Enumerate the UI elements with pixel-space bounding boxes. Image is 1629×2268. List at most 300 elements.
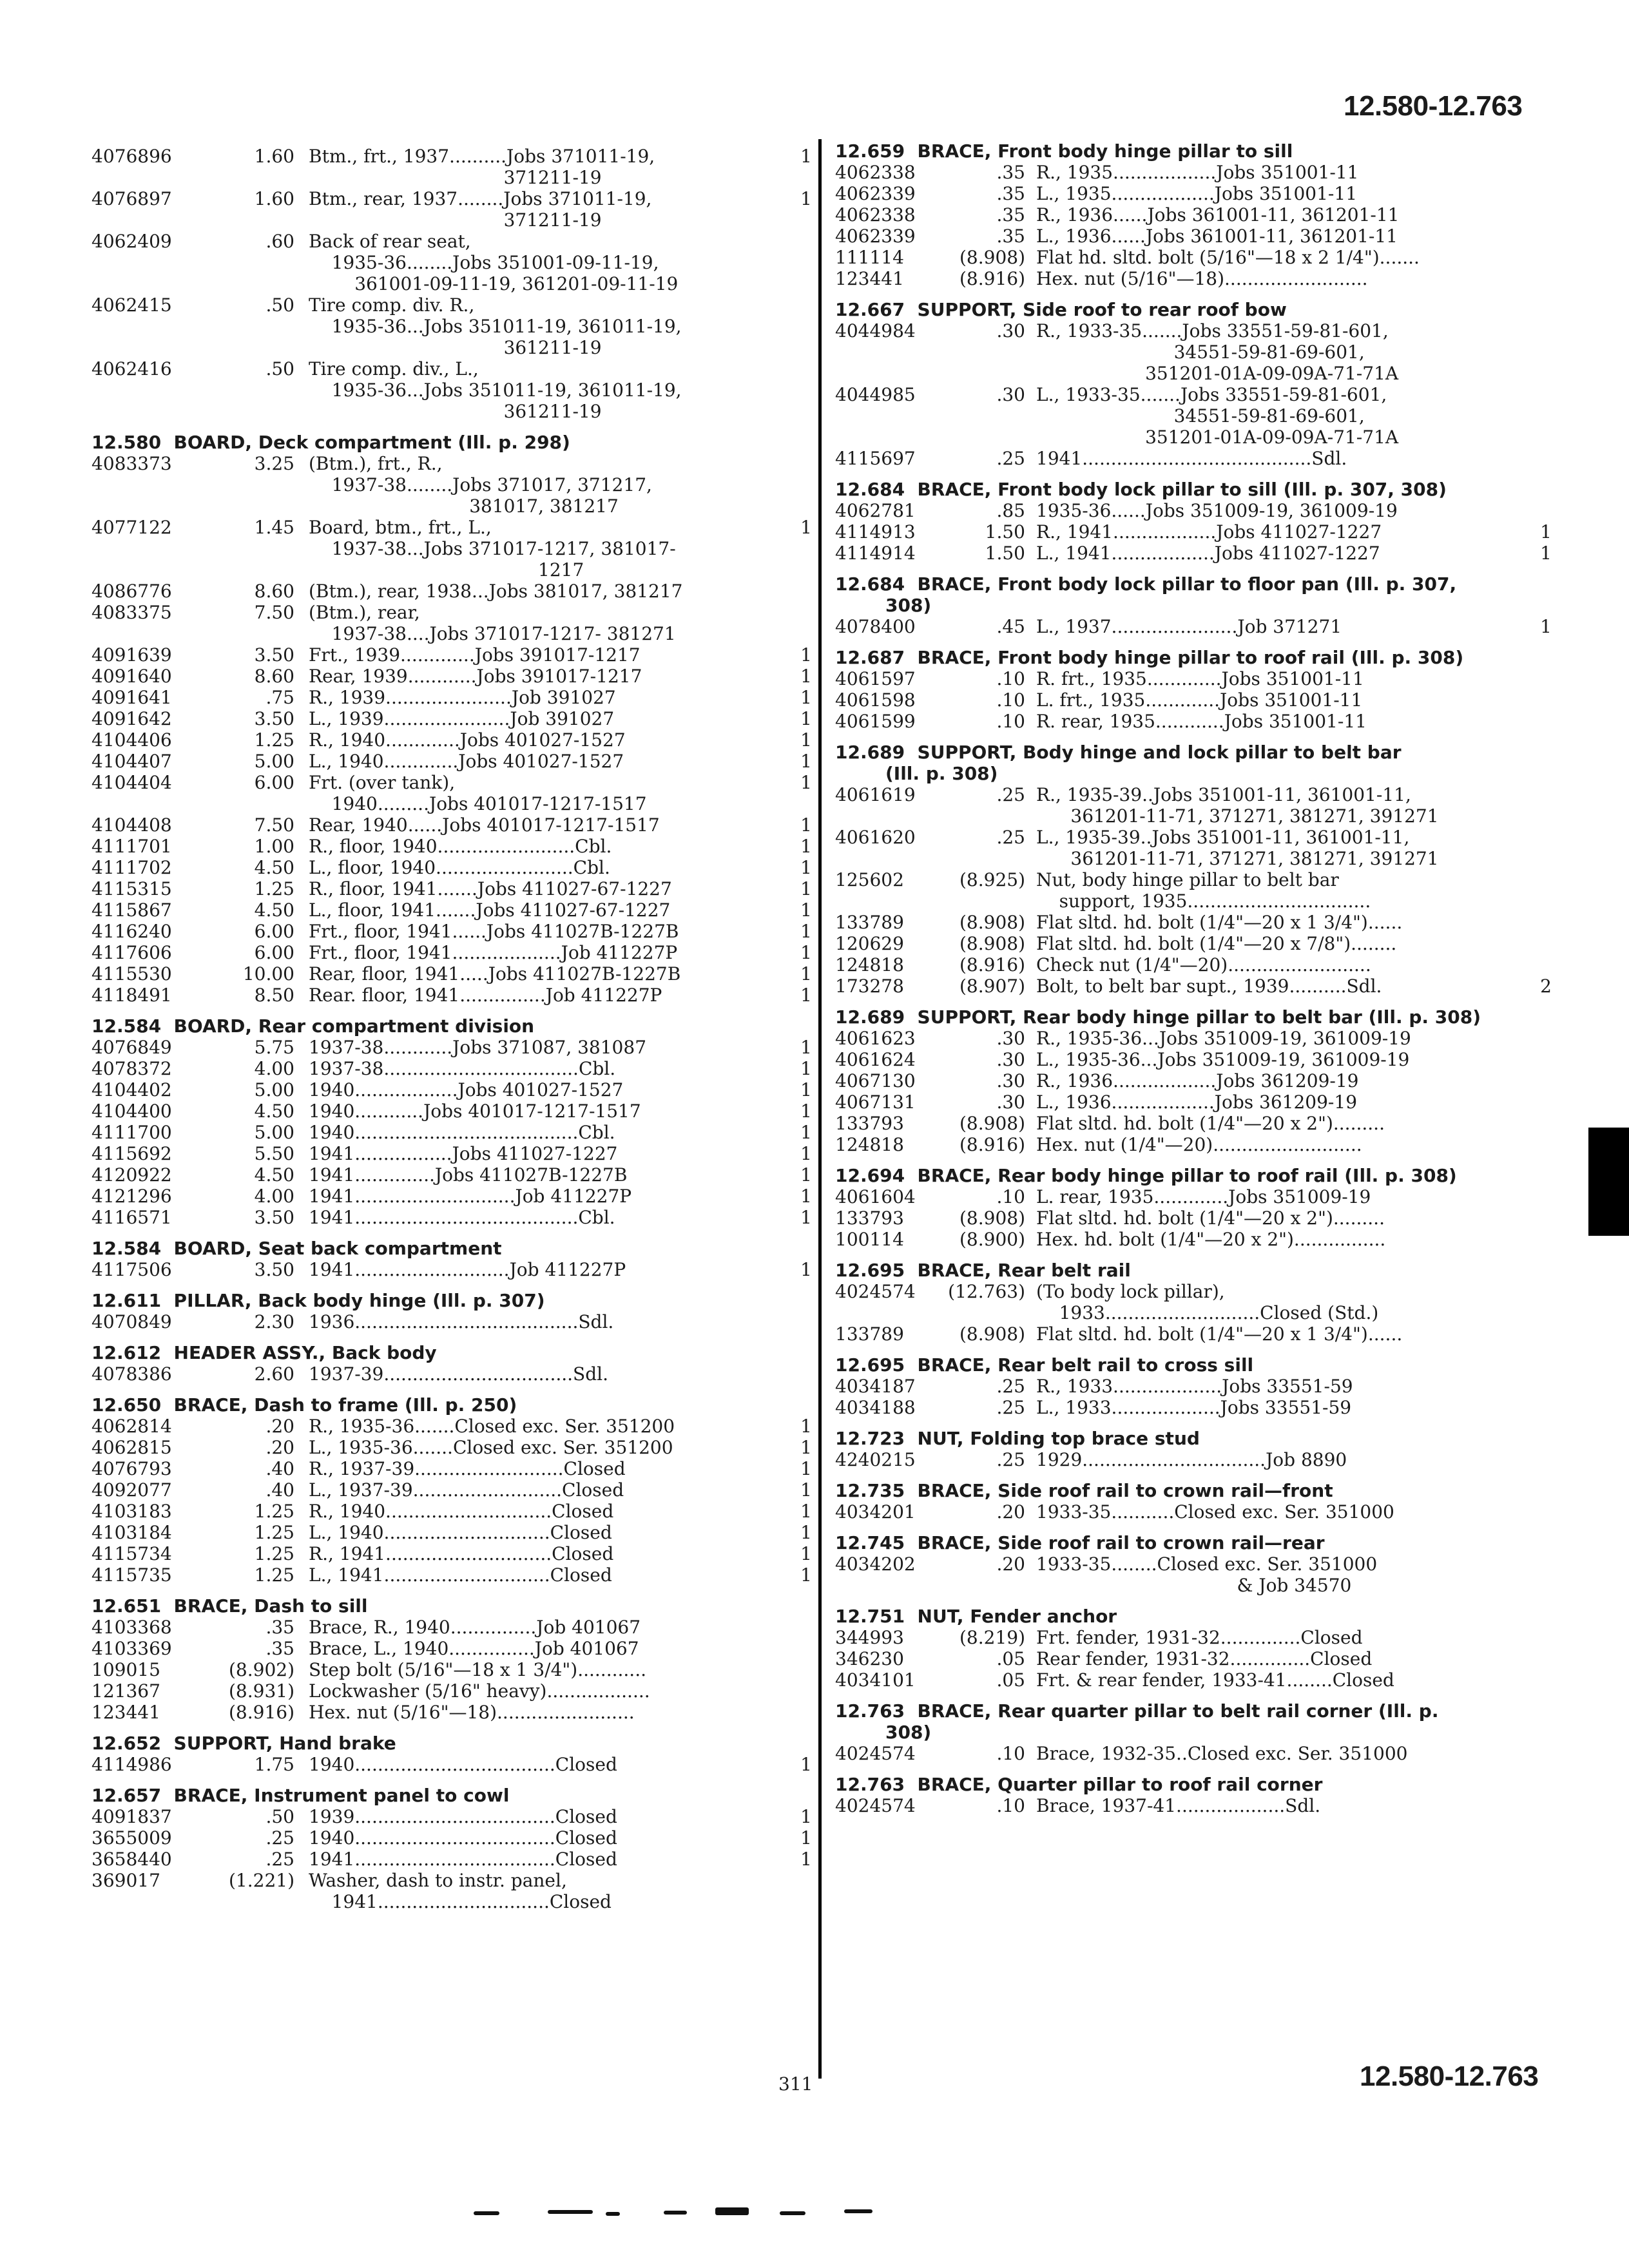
part-row bbox=[92, 708, 812, 729]
part-row bbox=[92, 1311, 812, 1332]
part-row bbox=[92, 814, 812, 836]
part-row bbox=[92, 878, 812, 899]
part-description: R., 1940.............Jobs 401027-1527 bbox=[309, 729, 626, 751]
part-row bbox=[92, 358, 812, 422]
quantity: 1 bbox=[800, 1122, 812, 1143]
list-price: 1.50 bbox=[985, 521, 1025, 543]
part-row bbox=[835, 204, 1552, 226]
part-row bbox=[92, 666, 812, 687]
part-row bbox=[92, 729, 812, 751]
part-description: Bolt, to belt bar supt., 1939..........Sdl. bbox=[1036, 975, 1382, 997]
section-heading: 12.612 HEADER ASSY., Back body bbox=[92, 1342, 437, 1363]
part-number: 4070849 bbox=[92, 1311, 172, 1332]
part-number: 4086776 bbox=[92, 581, 172, 602]
part-row bbox=[92, 1501, 812, 1522]
part-row bbox=[92, 1617, 812, 1638]
list-price: 1.50 bbox=[985, 543, 1025, 564]
part-number: 346230 bbox=[835, 1648, 904, 1669]
part-number: 4103368 bbox=[92, 1617, 172, 1638]
part-description: (Btm.), rear, 1938...Jobs 381017, 381217 bbox=[309, 581, 683, 602]
quantity: 1 bbox=[1540, 543, 1552, 564]
catalog-section bbox=[835, 647, 1552, 732]
part-description: 1941........................................Sdl. bbox=[1036, 448, 1347, 469]
part-description: Flat sltd. hd. bolt (1/4"—20 x 1 3/4")...... bbox=[1036, 912, 1403, 933]
page-range-bottom: 12.580-12.763 bbox=[1360, 2061, 1539, 2092]
part-row bbox=[835, 448, 1552, 469]
list-price: .40 bbox=[265, 1479, 294, 1501]
part-number: 4111701 bbox=[92, 836, 172, 857]
part-row bbox=[835, 1070, 1552, 1091]
part-number: 4091641 bbox=[92, 687, 172, 708]
catalog-section bbox=[835, 1165, 1552, 1250]
part-row bbox=[835, 384, 1552, 448]
part-description: Rear, floor, 1941.....Jobs 411027B-1227B bbox=[309, 963, 681, 985]
part-number: 4104400 bbox=[92, 1100, 172, 1122]
page-number: 311 bbox=[778, 2073, 813, 2095]
part-row bbox=[92, 644, 812, 666]
list-price: (8.908) bbox=[959, 1113, 1025, 1134]
list-price: 8.60 bbox=[254, 666, 294, 687]
part-description: Flat sltd. hd. bolt (1/4"—20 x 7/8")........ bbox=[1036, 933, 1397, 954]
part-number: 4044985 bbox=[835, 384, 916, 405]
catalog-section bbox=[835, 299, 1552, 469]
part-row bbox=[835, 827, 1552, 869]
quantity: 1 bbox=[800, 687, 812, 708]
list-price: 6.00 bbox=[254, 921, 294, 942]
list-price: 2.30 bbox=[254, 1311, 294, 1332]
part-description: R., floor, 1940........................Cbl. bbox=[309, 836, 612, 857]
part-row bbox=[835, 954, 1552, 975]
part-number: 4034188 bbox=[835, 1397, 916, 1418]
quantity: 1 bbox=[800, 1849, 812, 1870]
section-heading: 12.659 BRACE, Front body hinge pillar to sill bbox=[835, 140, 1293, 162]
part-number: 4115735 bbox=[92, 1564, 172, 1586]
part-description: Nut, body hinge pillar to belt bar support, 1935................................ bbox=[1036, 869, 1371, 912]
part-number: 4034202 bbox=[835, 1553, 916, 1575]
part-number: 4062339 bbox=[835, 183, 916, 204]
part-description: R., 1940.............................Closed bbox=[309, 1501, 614, 1522]
list-price: 4.50 bbox=[254, 857, 294, 878]
part-number: 4078372 bbox=[92, 1058, 172, 1079]
part-description: Flat sltd. hd. bolt (1/4"—20 x 1 3/4")...... bbox=[1036, 1323, 1403, 1345]
part-description: L., floor, 1941.......Jobs 411027-67-1227 bbox=[309, 899, 671, 921]
list-price: .10 bbox=[996, 711, 1025, 732]
part-number: 4115867 bbox=[92, 899, 172, 921]
part-number: 4067130 bbox=[835, 1070, 916, 1091]
catalog-section bbox=[835, 1428, 1552, 1470]
part-description: Flat sltd. hd. bolt (1/4"—20 x 2")......... bbox=[1036, 1113, 1385, 1134]
part-row bbox=[92, 751, 812, 772]
quantity: 1 bbox=[800, 1259, 812, 1280]
catalog-section bbox=[92, 1394, 812, 1586]
list-price: 1.25 bbox=[254, 1543, 294, 1564]
list-price: .75 bbox=[265, 687, 294, 708]
catalog-section bbox=[835, 1480, 1552, 1523]
part-description: 1940.......................................Cbl. bbox=[309, 1122, 615, 1143]
part-row bbox=[835, 1648, 1552, 1669]
quantity: 1 bbox=[800, 1827, 812, 1849]
part-description: Frt., floor, 1941...................Job 411227P bbox=[309, 942, 678, 963]
part-row bbox=[92, 985, 812, 1006]
part-description: 1939...................................Closed bbox=[309, 1806, 617, 1827]
part-number: 100114 bbox=[835, 1229, 904, 1250]
list-price: 1.75 bbox=[254, 1754, 294, 1775]
quantity: 1 bbox=[800, 1143, 812, 1164]
list-price: .50 bbox=[265, 358, 294, 380]
part-description: Check nut (1/4"—20)......................... bbox=[1036, 954, 1371, 975]
part-description: L., 1935-36.......Closed exc. Ser. 351200 bbox=[309, 1437, 673, 1458]
list-price: (8.902) bbox=[228, 1659, 294, 1680]
part-description: 1941.......................................Cbl. bbox=[309, 1207, 615, 1228]
list-price: .25 bbox=[265, 1849, 294, 1870]
catalog-section bbox=[92, 1238, 812, 1280]
quantity: 1 bbox=[800, 146, 812, 167]
list-price: 1.25 bbox=[254, 729, 294, 751]
catalog-section bbox=[835, 1260, 1552, 1345]
part-row bbox=[92, 1143, 812, 1164]
catalog-section bbox=[92, 146, 812, 422]
part-number: 3658440 bbox=[92, 1849, 172, 1870]
part-row bbox=[835, 1397, 1552, 1418]
part-description: Brace, L., 1940...............Job 401067 bbox=[309, 1638, 639, 1659]
section-heading: 12.763 BRACE, Rear quarter pillar to belt rail corner (Ill. p. 308) bbox=[835, 1700, 1439, 1743]
quantity: 1 bbox=[800, 1806, 812, 1827]
part-description: Hex. nut (5/16"—18)........................ bbox=[309, 1702, 635, 1723]
part-description: 1933-35...........Closed exc. Ser. 351000 bbox=[1036, 1501, 1394, 1523]
part-number: 3655009 bbox=[92, 1827, 172, 1849]
part-description: L., 1940.............Jobs 401027-1527 bbox=[309, 751, 624, 772]
part-number: 344993 bbox=[835, 1627, 904, 1648]
part-row bbox=[92, 899, 812, 921]
list-price: (8.908) bbox=[959, 912, 1025, 933]
section-heading: 12.652 SUPPORT, Hand brake bbox=[92, 1733, 396, 1754]
section-heading: 12.580 BOARD, Deck compartment (Ill. p. 298) bbox=[92, 432, 570, 453]
part-number: 4076896 bbox=[92, 146, 172, 167]
list-price: .25 bbox=[996, 1449, 1025, 1470]
part-description: (Btm.), frt., R., 1937-38........Jobs 371017, 371217, 381017, 381217 bbox=[309, 453, 652, 517]
part-row bbox=[835, 500, 1552, 521]
part-number: 4067131 bbox=[835, 1091, 916, 1113]
list-price: .25 bbox=[996, 1397, 1025, 1418]
list-price: .35 bbox=[996, 226, 1025, 247]
part-number: 4024574 bbox=[835, 1795, 916, 1816]
part-number: 4061624 bbox=[835, 1049, 916, 1070]
part-number: 4115530 bbox=[92, 963, 172, 985]
part-description: 1937-38..................................Cbl. bbox=[309, 1058, 616, 1079]
quantity: 1 bbox=[800, 814, 812, 836]
quantity: 1 bbox=[800, 1207, 812, 1228]
list-price: 1.00 bbox=[254, 836, 294, 857]
list-price: (8.931) bbox=[228, 1680, 294, 1702]
part-description: R., 1933...................Jobs 33551-59 bbox=[1036, 1376, 1353, 1397]
list-price: .30 bbox=[996, 1070, 1025, 1091]
part-row bbox=[92, 188, 812, 231]
part-description: R., 1936..................Jobs 361209-19 bbox=[1036, 1070, 1359, 1091]
part-description: R., floor, 1941.......Jobs 411027-67-1227 bbox=[309, 878, 672, 899]
quantity: 1 bbox=[800, 1079, 812, 1100]
list-price: 4.00 bbox=[254, 1058, 294, 1079]
part-row bbox=[92, 1806, 812, 1827]
part-row bbox=[92, 1702, 812, 1723]
part-number: 4091639 bbox=[92, 644, 172, 666]
quantity: 1 bbox=[800, 666, 812, 687]
catalog-section bbox=[92, 1290, 812, 1332]
part-row bbox=[835, 668, 1552, 689]
part-description: L., 1941..................Jobs 411027-1227 bbox=[1036, 543, 1380, 564]
part-number: 4076849 bbox=[92, 1037, 172, 1058]
part-row bbox=[835, 1113, 1552, 1134]
list-price: .10 bbox=[996, 668, 1025, 689]
part-description: Flat sltd. hd. bolt (1/4"—20 x 2")......... bbox=[1036, 1207, 1385, 1229]
part-description: L., 1935-39..Jobs 351001-11, 361001-11, 361201-11-71, 371271, 381271, 391271 bbox=[1036, 827, 1439, 869]
part-number: 4062338 bbox=[835, 204, 916, 226]
part-row bbox=[835, 183, 1552, 204]
list-price: 1.25 bbox=[254, 878, 294, 899]
quantity: 1 bbox=[800, 1058, 812, 1079]
quantity: 1 bbox=[800, 899, 812, 921]
quantity: 1 bbox=[800, 1416, 812, 1437]
section-heading: 12.723 NUT, Folding top brace stud bbox=[835, 1428, 1200, 1449]
part-row bbox=[92, 1079, 812, 1100]
list-price: .25 bbox=[996, 827, 1025, 848]
quantity: 1 bbox=[1540, 521, 1552, 543]
list-price: (8.916) bbox=[959, 268, 1025, 289]
part-row bbox=[92, 602, 812, 644]
list-price: 3.50 bbox=[254, 644, 294, 666]
quantity: 1 bbox=[800, 921, 812, 942]
list-price: 1.25 bbox=[254, 1522, 294, 1543]
part-number: 4078386 bbox=[92, 1363, 172, 1385]
part-description: L., 1933-35.......Jobs 33551-59-81-601, 34551-59-81-69-601, 351201-01A-09-09A-71-71A bbox=[1036, 384, 1399, 448]
part-row bbox=[835, 1049, 1552, 1070]
part-row bbox=[835, 226, 1552, 247]
quantity: 1 bbox=[800, 857, 812, 878]
list-price: .35 bbox=[996, 183, 1025, 204]
part-description: L., floor, 1940........................Cbl. bbox=[309, 857, 610, 878]
section-heading: 12.650 BRACE, Dash to frame (Ill. p. 250) bbox=[92, 1394, 517, 1416]
catalog-section bbox=[835, 1532, 1552, 1596]
part-description: L., 1941.............................Closed bbox=[309, 1564, 612, 1586]
quantity: 1 bbox=[800, 1186, 812, 1207]
part-row bbox=[835, 1627, 1552, 1648]
part-description: L., 1935-36...Jobs 351009-19, 361009-19 bbox=[1036, 1049, 1410, 1070]
part-row bbox=[92, 453, 812, 517]
part-description: Back of rear seat, 1935-36........Jobs 351001-09-11-19, 361001-09-11-19, 361201-09-11-19 bbox=[309, 231, 679, 294]
quantity: 1 bbox=[800, 1479, 812, 1501]
list-price: .25 bbox=[996, 1376, 1025, 1397]
part-number: 4076793 bbox=[92, 1458, 172, 1479]
part-row bbox=[92, 1543, 812, 1564]
list-price: (12.763) bbox=[948, 1281, 1025, 1302]
part-row bbox=[92, 963, 812, 985]
list-price: 3.50 bbox=[254, 708, 294, 729]
catalog-section bbox=[835, 479, 1552, 564]
catalog-section bbox=[92, 1595, 812, 1723]
part-description: R., 1933-35.......Jobs 33551-59-81-601, 34551-59-81-69-601, 351201-01A-09-09A-71-71A bbox=[1036, 320, 1399, 384]
part-description: Board, btm., frt., L., 1937-38...Jobs 371017-1217, 381017- 1217 bbox=[309, 517, 676, 581]
part-row bbox=[835, 1091, 1552, 1113]
part-number: 123441 bbox=[835, 268, 904, 289]
section-heading: 12.651 BRACE, Dash to sill bbox=[92, 1595, 368, 1617]
catalog-section bbox=[92, 1785, 812, 1912]
part-description: Btm., rear, 1937........Jobs 371011-19, 371211-19 bbox=[309, 188, 652, 231]
part-row bbox=[835, 1449, 1552, 1470]
catalog-section bbox=[92, 1015, 812, 1228]
list-price: (8.908) bbox=[959, 1323, 1025, 1345]
part-row bbox=[92, 1100, 812, 1122]
part-description: L., 1933...................Jobs 33551-59 bbox=[1036, 1397, 1352, 1418]
list-price: .35 bbox=[996, 204, 1025, 226]
part-row bbox=[835, 320, 1552, 384]
part-description: 1937-38............Jobs 371087, 381087 bbox=[309, 1037, 647, 1058]
part-description: R., 1935..................Jobs 351001-11 bbox=[1036, 162, 1359, 183]
part-row bbox=[835, 869, 1552, 912]
thumb-index-tab bbox=[1588, 1128, 1629, 1236]
section-heading: 12.745 BRACE, Side roof rail to crown rail—rear bbox=[835, 1532, 1325, 1553]
part-description: R., 1937-39..........................Closed bbox=[309, 1458, 626, 1479]
section-heading: 12.584 BOARD, Rear compartment division bbox=[92, 1015, 535, 1037]
part-description: L. frt., 1935.............Jobs 351001-11 bbox=[1036, 689, 1363, 711]
part-description: 1940............Jobs 401017-1217-1517 bbox=[309, 1100, 641, 1122]
part-description: 1940...................................Closed bbox=[309, 1754, 617, 1775]
part-description: Frt. (over tank), 1940.........Jobs 401017-1217-1517 bbox=[309, 772, 647, 814]
scan-artifact bbox=[664, 2211, 687, 2215]
quantity: 1 bbox=[1540, 616, 1552, 637]
section-heading: 12.689 SUPPORT, Body hinge and lock pillar to belt bar (Ill. p. 308) bbox=[835, 742, 1402, 784]
section-heading: 12.763 BRACE, Quarter pillar to roof rail corner bbox=[835, 1774, 1323, 1795]
list-price: .35 bbox=[265, 1617, 294, 1638]
part-number: 4044984 bbox=[835, 320, 916, 341]
part-number: 4061599 bbox=[835, 711, 916, 732]
part-number: 4077122 bbox=[92, 517, 172, 538]
quantity: 2 bbox=[1540, 975, 1552, 997]
list-price: .25 bbox=[996, 784, 1025, 805]
list-price: 2.60 bbox=[254, 1363, 294, 1385]
part-row bbox=[92, 1849, 812, 1870]
part-description: 1935-36......Jobs 351009-19, 361009-19 bbox=[1036, 500, 1398, 521]
part-row bbox=[92, 1363, 812, 1385]
part-description: Brace, 1937-41...................Sdl. bbox=[1036, 1795, 1321, 1816]
scan-artifact bbox=[844, 2209, 872, 2213]
part-number: 125602 bbox=[835, 869, 904, 890]
part-number: 4120922 bbox=[92, 1164, 172, 1186]
part-description: L., 1936......Jobs 361001-11, 361201-11 bbox=[1036, 226, 1398, 247]
quantity: 1 bbox=[800, 729, 812, 751]
part-description: Hex. nut (1/4"—20).......................... bbox=[1036, 1134, 1362, 1155]
part-description: 1941..............Jobs 411027B-1227B bbox=[309, 1164, 628, 1186]
part-description: L., 1935..................Jobs 351001-11 bbox=[1036, 183, 1358, 204]
scan-artifact bbox=[715, 2207, 749, 2215]
catalog-section bbox=[92, 1733, 812, 1775]
part-number: 4104402 bbox=[92, 1079, 172, 1100]
list-price: .30 bbox=[996, 320, 1025, 341]
section-heading: 12.694 BRACE, Rear body hinge pillar to roof rail (Ill. p. 308) bbox=[835, 1165, 1457, 1186]
part-description: R., 1939......................Job 391027 bbox=[309, 687, 616, 708]
catalog-section bbox=[835, 1006, 1552, 1155]
part-number: 4024574 bbox=[835, 1281, 916, 1302]
part-row bbox=[835, 1028, 1552, 1049]
right-column bbox=[835, 140, 1552, 1816]
part-number: 4083373 bbox=[92, 453, 172, 474]
left-column bbox=[92, 146, 812, 1912]
list-price: .50 bbox=[265, 294, 294, 316]
part-number: 4111702 bbox=[92, 857, 172, 878]
catalog-section bbox=[835, 140, 1552, 289]
list-price: 5.50 bbox=[254, 1143, 294, 1164]
part-number: 4104406 bbox=[92, 729, 172, 751]
part-description: L., 1937-39..........................Closed bbox=[309, 1479, 624, 1501]
part-number: 4092077 bbox=[92, 1479, 172, 1501]
list-price: 1.25 bbox=[254, 1501, 294, 1522]
list-price: 5.00 bbox=[254, 1079, 294, 1100]
part-number: 4114913 bbox=[835, 521, 916, 543]
part-row bbox=[92, 772, 812, 814]
part-row bbox=[92, 1164, 812, 1186]
quantity: 1 bbox=[800, 1564, 812, 1586]
list-price: (8.908) bbox=[959, 247, 1025, 268]
part-row bbox=[92, 1122, 812, 1143]
part-description: 1933-35........Closed exc. Ser. 351000 & Job 34570 bbox=[1036, 1553, 1378, 1596]
quantity: 1 bbox=[800, 1754, 812, 1775]
part-row bbox=[92, 231, 812, 294]
part-number: 124818 bbox=[835, 954, 904, 975]
part-number: 123441 bbox=[92, 1702, 160, 1723]
part-description: Step bolt (5/16"—18 x 1 3/4")............ bbox=[309, 1659, 647, 1680]
part-number: 4061623 bbox=[835, 1028, 916, 1049]
part-number: 4111700 bbox=[92, 1122, 172, 1143]
part-description: Frt. & rear fender, 1933-41........Closed bbox=[1036, 1669, 1394, 1691]
part-row bbox=[92, 687, 812, 708]
scan-artifact bbox=[780, 2211, 805, 2215]
part-number: 4117606 bbox=[92, 942, 172, 963]
list-price: 4.50 bbox=[254, 899, 294, 921]
section-heading: 12.657 BRACE, Instrument panel to cowl bbox=[92, 1785, 510, 1806]
quantity: 1 bbox=[800, 963, 812, 985]
part-row bbox=[92, 1037, 812, 1058]
section-heading: 12.751 NUT, Fender anchor bbox=[835, 1606, 1117, 1627]
list-price: 6.00 bbox=[254, 942, 294, 963]
part-description: R., 1941..................Jobs 411027-1227 bbox=[1036, 521, 1382, 543]
part-number: 109015 bbox=[92, 1659, 160, 1680]
list-price: 1.60 bbox=[254, 188, 294, 209]
part-number: 369017 bbox=[92, 1870, 160, 1891]
section-heading: 12.695 BRACE, Rear belt rail to cross sill bbox=[835, 1354, 1254, 1376]
list-price: 3.50 bbox=[254, 1207, 294, 1228]
part-row bbox=[92, 1186, 812, 1207]
part-description: Tire comp. div. R., 1935-36...Jobs 351011-19, 361011-19, 361211-19 bbox=[309, 294, 682, 358]
part-row bbox=[92, 1870, 812, 1912]
part-row bbox=[92, 921, 812, 942]
list-price: 4.00 bbox=[254, 1186, 294, 1207]
scan-artifact bbox=[474, 2211, 499, 2215]
part-row bbox=[835, 616, 1552, 637]
part-row bbox=[835, 711, 1552, 732]
list-price: .10 bbox=[996, 1795, 1025, 1816]
part-row bbox=[92, 1437, 812, 1458]
list-price: .10 bbox=[996, 689, 1025, 711]
list-price: .10 bbox=[996, 1743, 1025, 1764]
part-row bbox=[835, 162, 1552, 183]
part-row bbox=[92, 1416, 812, 1437]
part-description: Rear. floor, 1941...............Job 411227P bbox=[309, 985, 662, 1006]
catalog-section bbox=[835, 742, 1552, 997]
part-row bbox=[835, 784, 1552, 827]
part-row bbox=[92, 1659, 812, 1680]
part-row bbox=[835, 268, 1552, 289]
part-number: 4091642 bbox=[92, 708, 172, 729]
section-heading: 12.695 BRACE, Rear belt rail bbox=[835, 1260, 1131, 1281]
list-price: 7.50 bbox=[254, 814, 294, 836]
